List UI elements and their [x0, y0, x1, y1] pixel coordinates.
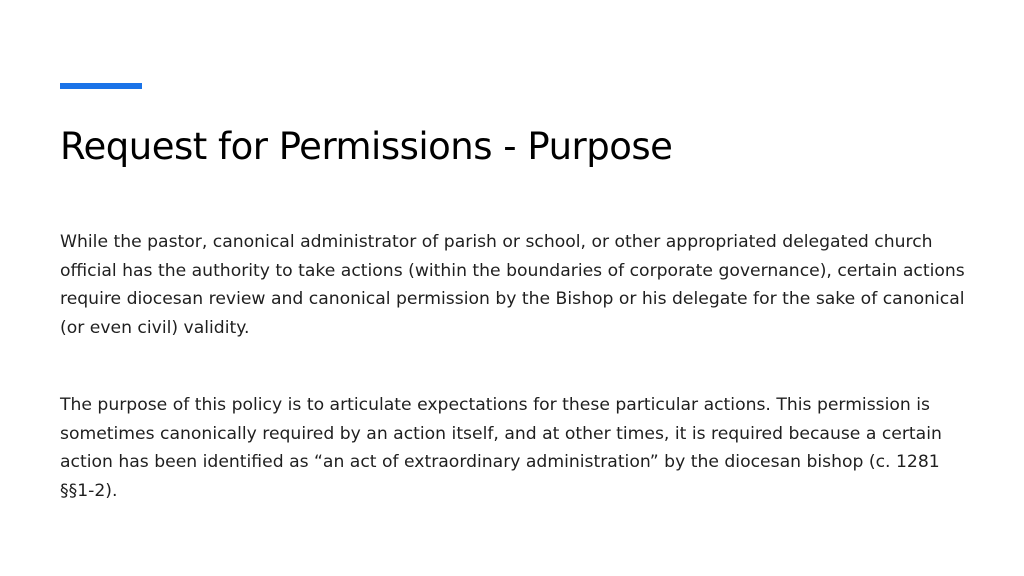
- slide-body: [60, 228, 970, 505]
- body-paragraph-1: While the pastor, canonical administrator of parish or school, or other appropriated delegated church official has the authority to take actions (within the boundaries of corporate governance), certain actions require diocesan review and canonical permission by the Bishop or his delegate for the sake of canonical (or even civil) validity.: [60, 232, 965, 338]
- body-paragraph-2: The purpose of this policy is to articulate expectations for these particular actions. This permission is sometimes canonically required by an action itself, and at other times, it is required because a certain action has been identified as “an act of extraordinary administration” by the diocesan bishop (c. 1281 §§1-2).: [60, 395, 942, 501]
- slide-title: Request for Permissions - Purpose: [60, 125, 673, 168]
- title-accent-bar: [60, 83, 142, 89]
